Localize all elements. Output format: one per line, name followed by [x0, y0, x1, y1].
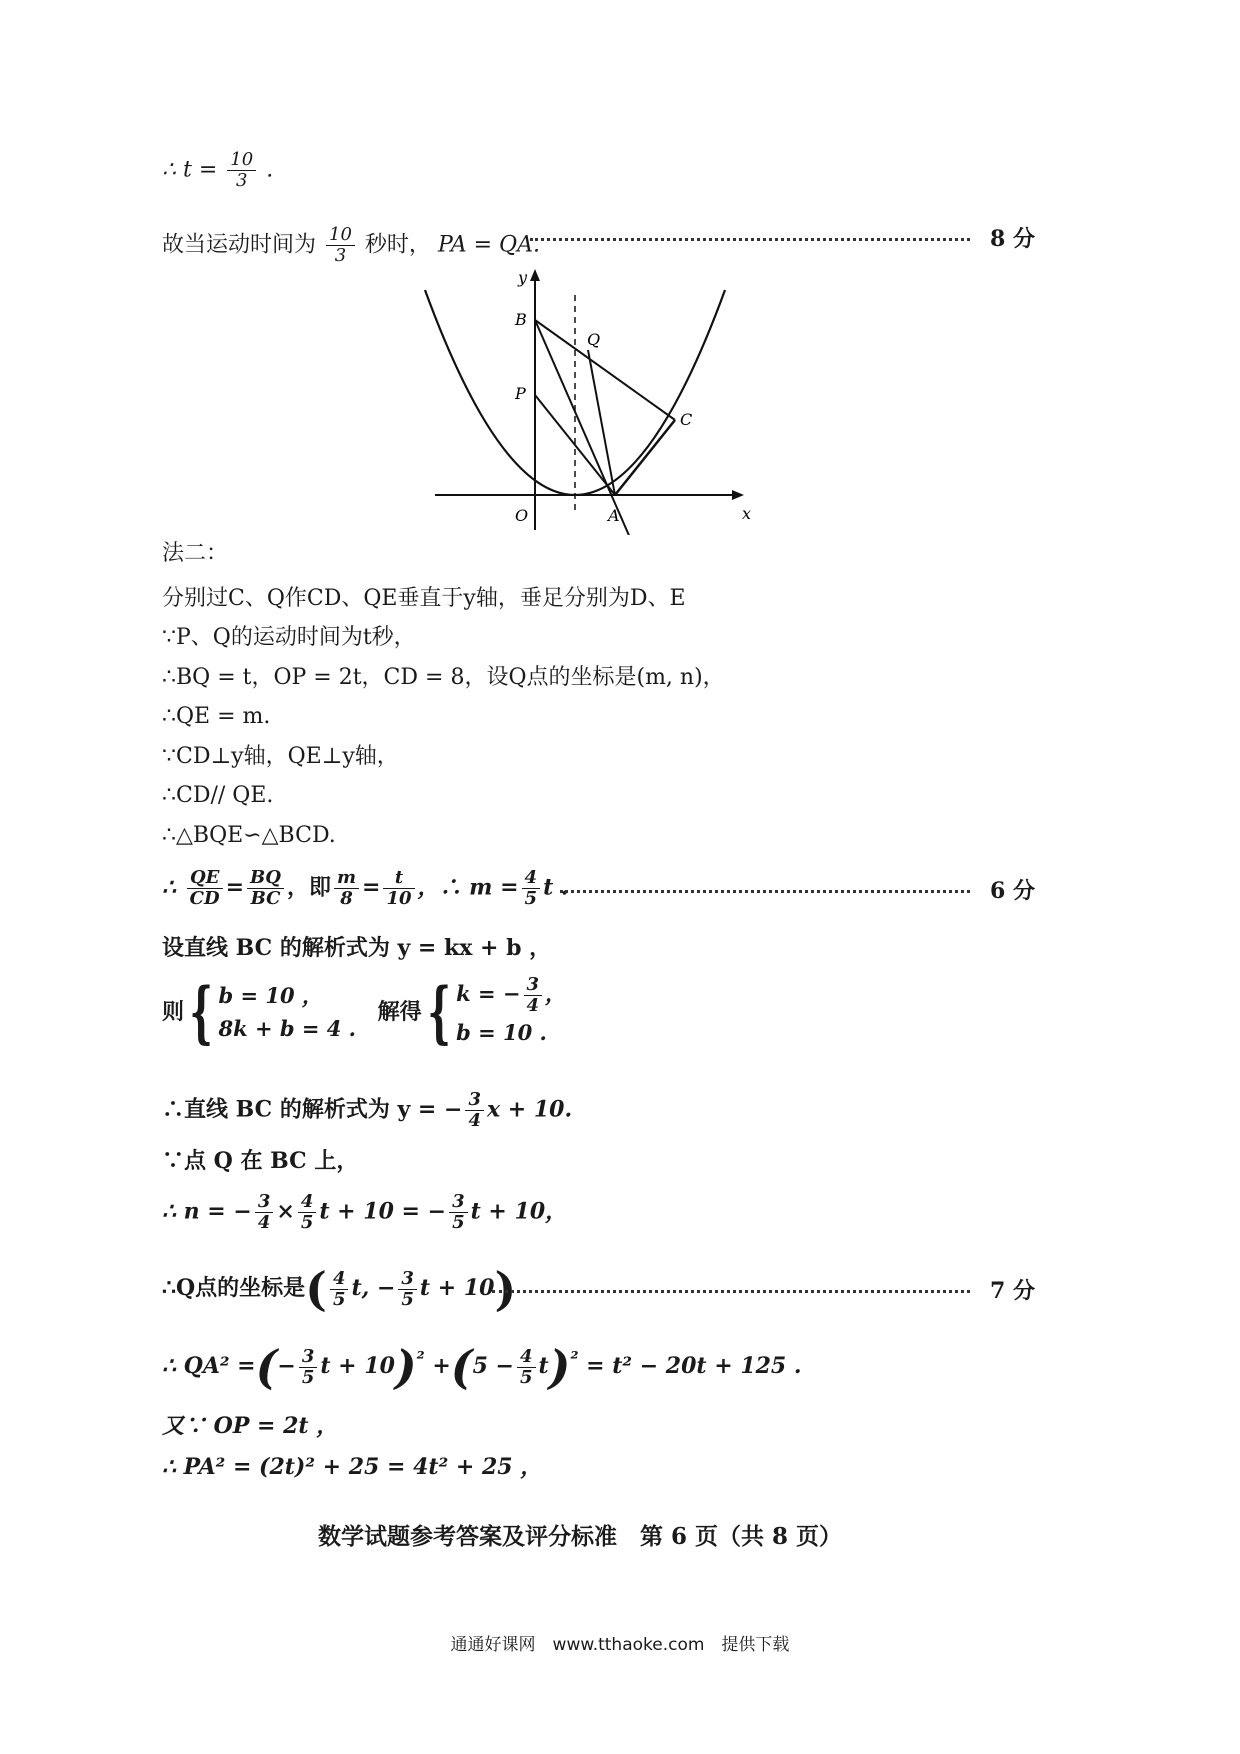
line-conclusion: [162, 225, 540, 266]
page-footer: 数学试题参考答案及评分标准 第 6 页（共 8 页）: [317, 1523, 843, 1550]
label-b: B: [515, 310, 527, 329]
score-6: 6 分: [990, 878, 1035, 904]
line-parallel: ∴CD// QE.: [162, 783, 274, 808]
dotted-leader: [492, 1290, 970, 1293]
period: .: [266, 157, 274, 183]
conclusion-equation: PA = QA.: [437, 232, 540, 258]
line-t-value: [162, 150, 273, 191]
line-set-bc: 设直线 BC 的解析式为 y = kx + b ，: [162, 935, 552, 961]
dotted-leader: [530, 238, 970, 241]
therefore-symbol: ∴: [162, 157, 176, 183]
label-o: O: [515, 506, 529, 525]
label-q: Q: [587, 330, 601, 349]
line-qe: ∴QE = m.: [162, 704, 271, 729]
line-lengths: ∴BQ = t，OP = 2t，CD = 8，设Q点的坐标是(m, n)，: [162, 665, 725, 690]
conclusion-post: 秒时，: [364, 232, 431, 258]
line-n-value: ∴ n = − $\frac{3}{4}$ × $\frac{4}{5}$ t + 10 = − $\frac{3}{5}$ t + 10，: [162, 1191, 568, 1233]
line-ratio: ∴ $\frac{QE}{CD}$ = $\frac{BQ}{BC}$ ，即 $\frac{m}{8}$ = $\frac{t}{10}$ ，∴ m = $\frac{4}{5}$ t .: [162, 867, 569, 909]
dotted-leader: [560, 890, 970, 893]
fraction-ten-thirds: $\frac{10}{3}$: [326, 225, 355, 266]
line-construction: 分别过C、Q作CD、QE垂直于y轴，垂足分别为D、E: [162, 586, 686, 611]
t-lhs: t =: [183, 157, 218, 183]
line-given-time: ∵P、Q的运动时间为t秒，: [162, 625, 416, 650]
line-ba: [535, 320, 631, 535]
x-axis-arrow-icon: [732, 490, 744, 500]
label-c: C: [680, 410, 693, 429]
fraction-ten-thirds: $\frac{10}{3}$: [227, 150, 256, 191]
line-perpendicular: ∵CD⊥y轴，QE⊥y轴，: [162, 744, 399, 769]
score-8: 8 分: [990, 226, 1035, 252]
line-system: 则{ b = 10 ， 8k + b = 4 . 解得{ k = − $\frac{3}{4}$ ， b = 10 .: [162, 973, 567, 1052]
line-pa-squared: ∴ PA² = (2t)² + 25 = 4t² + 25 ，: [162, 1454, 543, 1480]
method-two-heading: 法二：: [162, 541, 229, 566]
line-q-coordinates: ∴Q点的坐标是( $\frac{4}{5}$ t, − $\frac{3}{5}$ t + 10): [162, 1262, 517, 1316]
line-q-on-bc: ∵点 Q 在 BC 上，: [162, 1148, 359, 1174]
conclusion-pre: 故当运动时间为: [162, 232, 317, 258]
label-p: P: [515, 384, 526, 403]
label-a: A: [608, 506, 620, 525]
score-7: 7 分: [990, 1278, 1035, 1304]
label-x: x: [742, 504, 752, 523]
line-ac: [615, 420, 675, 495]
line-similar: ∴△BQE∽△BCD.: [162, 823, 336, 848]
parabola-figure: [420, 265, 760, 535]
line-op: 又∵ OP = 2t ，: [162, 1413, 339, 1439]
line-qa-squared: ∴ QA² =(− $\frac{3}{5}$ t + 10)$^{^2}$ +(5 − $\frac{4}{5}$ t)$^{^2}$ = t² − 20t + 125 .: [162, 1340, 802, 1394]
y-axis-arrow-icon: [530, 269, 540, 281]
line-bc-equation: ∴直线 BC 的解析式为 y = − $\frac{3}{4}$ x + 10.: [162, 1089, 573, 1131]
source-note: 通通好课网 www.tthaoke.com 提供下载: [450, 1635, 790, 1655]
label-y: y: [518, 268, 528, 287]
